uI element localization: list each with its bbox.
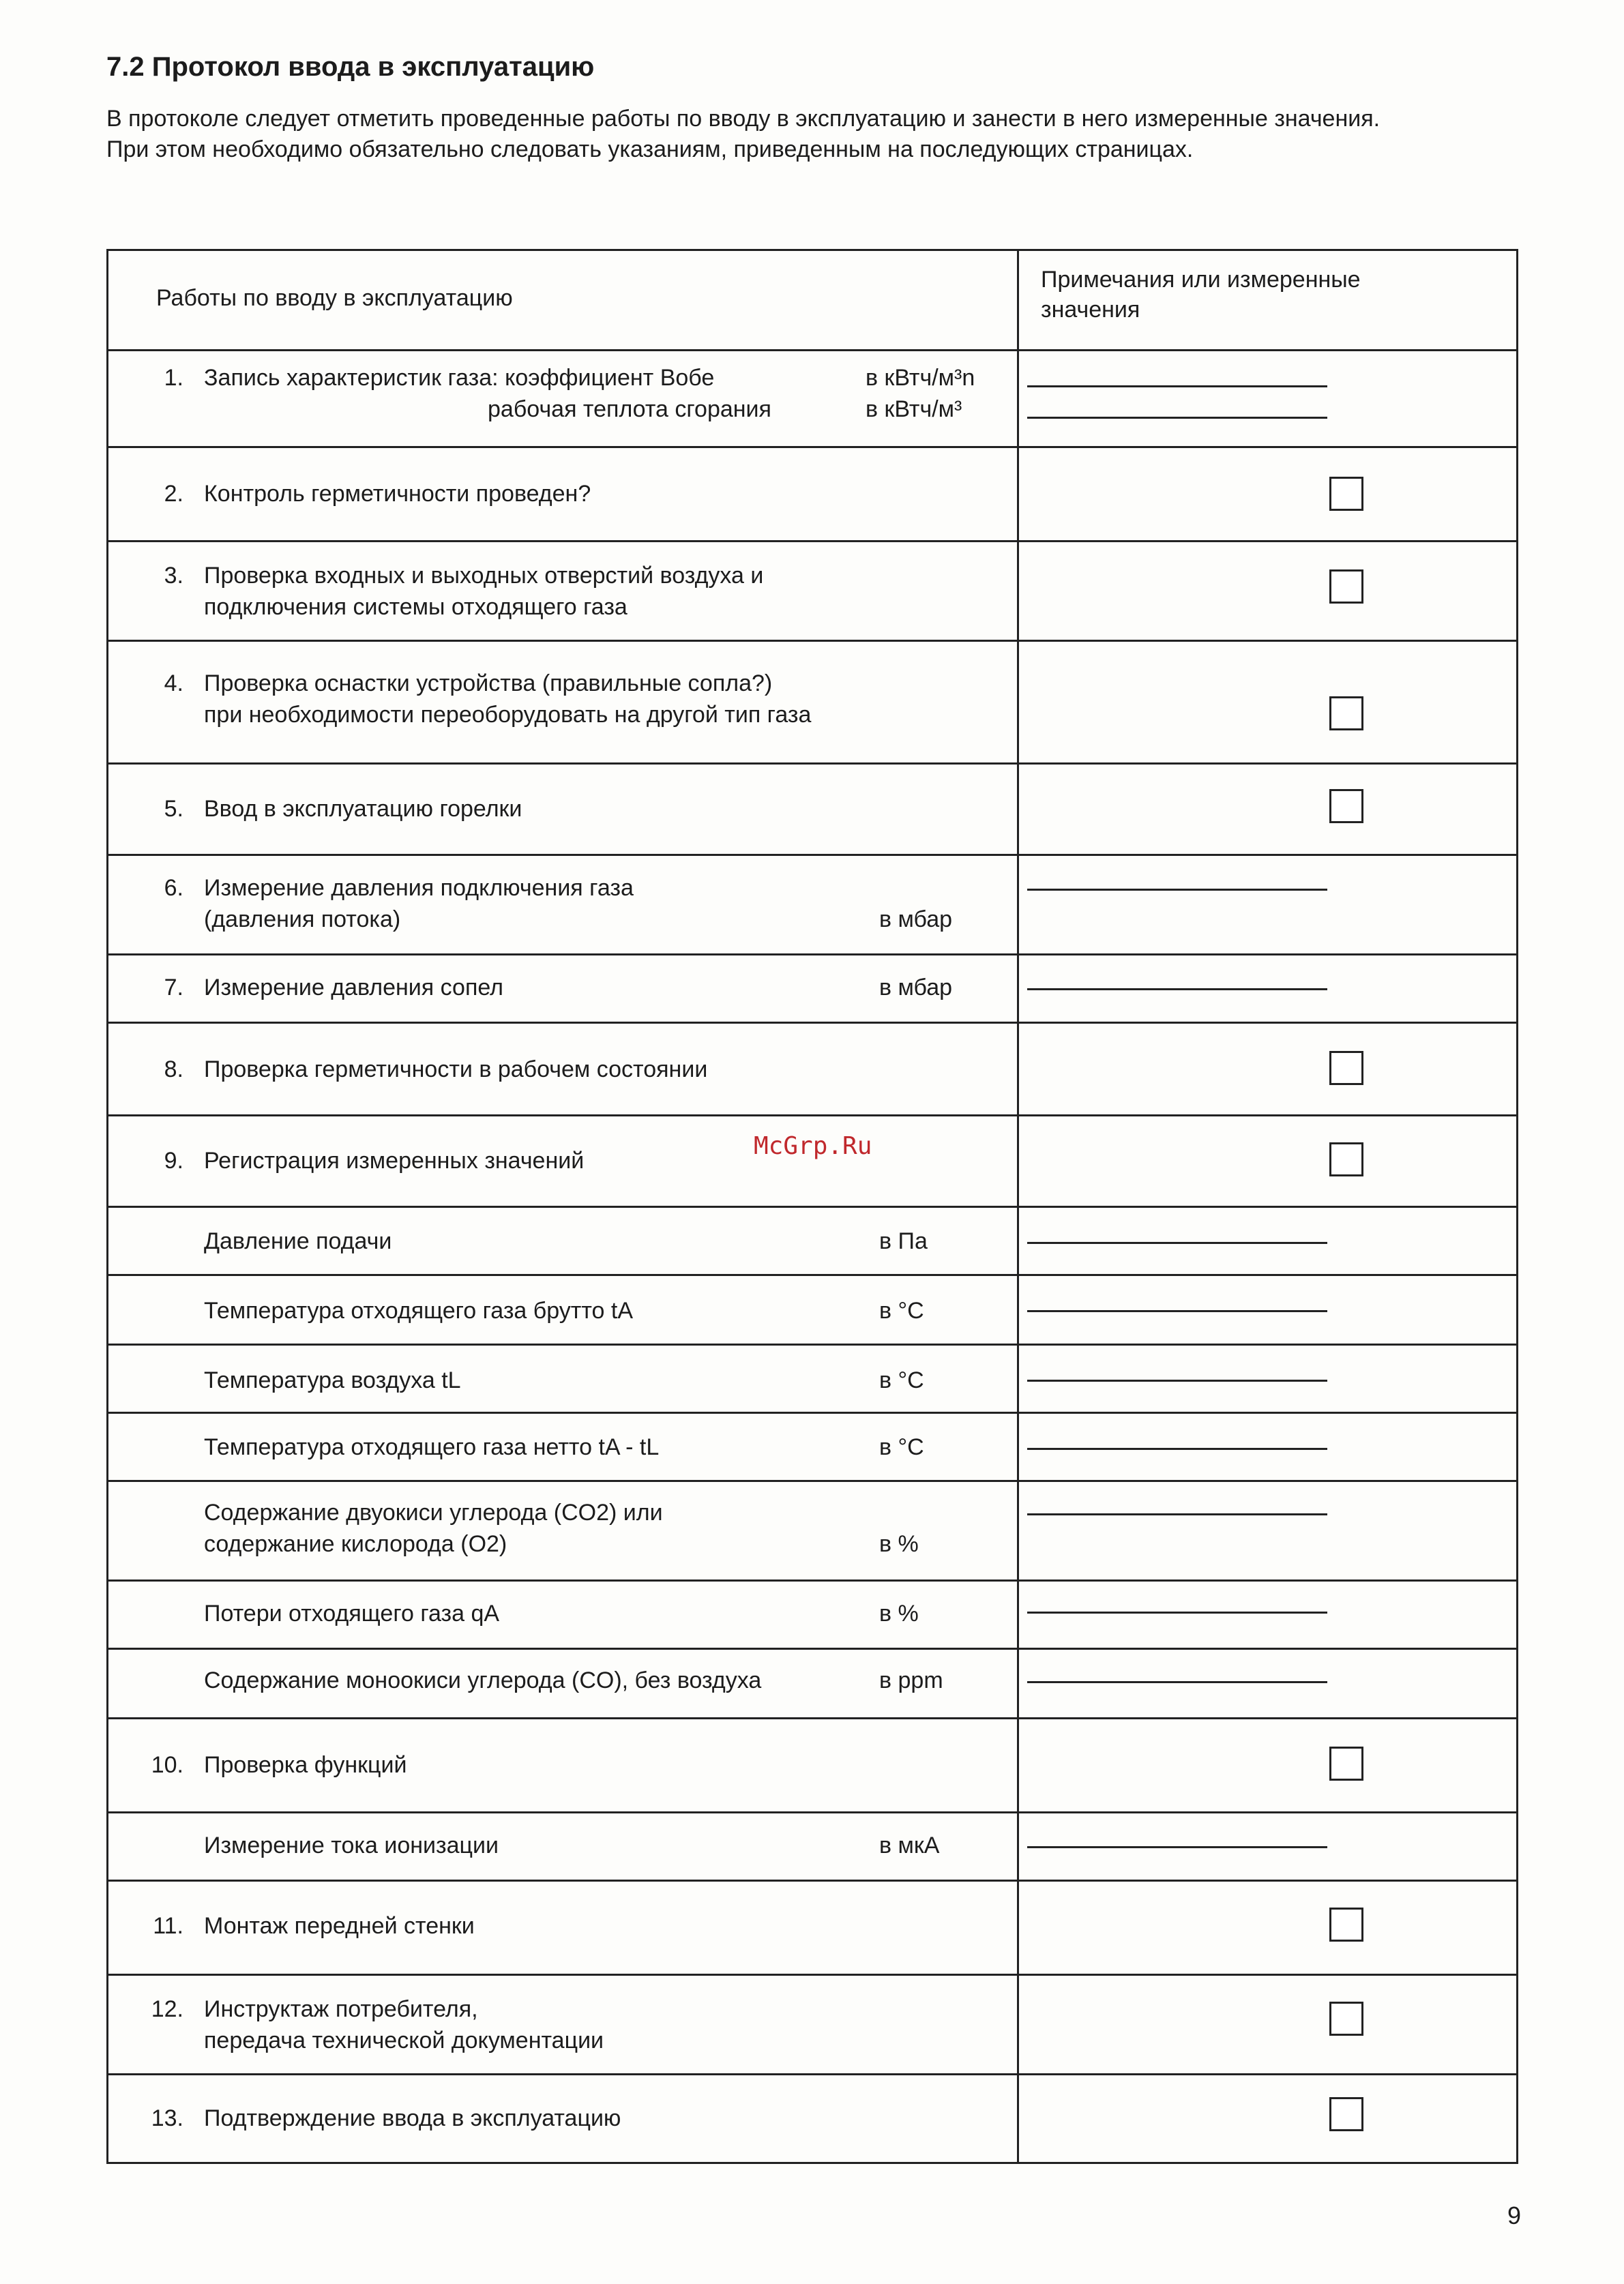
- table-row: [108, 1274, 1516, 1344]
- row-unit: в кВтч/м³: [866, 396, 962, 422]
- row-text: (давления потока): [204, 906, 401, 932]
- row-text: Температура воздуха tL: [204, 1367, 461, 1393]
- row-number: 8.: [164, 1056, 183, 1082]
- checkbox[interactable]: [1329, 696, 1363, 730]
- row-number: 3.: [164, 563, 183, 589]
- table-row: [108, 1717, 1516, 1811]
- row-text: Измерение давления подключения газа: [204, 875, 634, 901]
- row-number: 2.: [164, 481, 183, 507]
- row-unit: в мбар: [879, 975, 953, 1000]
- row-text: подключения системы отходящего газа: [204, 594, 628, 620]
- row-number: 6.: [164, 875, 183, 901]
- value-field[interactable]: [1027, 1448, 1327, 1450]
- row-number: 5.: [164, 796, 183, 822]
- table-row: [108, 1648, 1516, 1717]
- row-text: содержание кислорода (O2): [204, 1531, 507, 1557]
- checkbox[interactable]: [1329, 2097, 1363, 2131]
- row-text: Монтаж передней стенки: [204, 1913, 475, 1939]
- row-text: Давление подачи: [204, 1228, 392, 1254]
- intro-paragraph-2: При этом необходимо обязательно следовать указаниям, приведенным на последующих страницах.: [106, 136, 1194, 162]
- intro-paragraph-1: В протоколе следует отметить проведенные работы по вводу в эксплуатацию и занести в него измеренные значения.: [106, 106, 1381, 132]
- table-row: [108, 1974, 1516, 2073]
- row-text: Измерение давления сопел: [204, 975, 503, 1000]
- row-text: Измерение тока ионизации: [204, 1833, 499, 1858]
- value-field[interactable]: [1027, 385, 1327, 387]
- row-number: 10.: [151, 1752, 183, 1778]
- table-row: [108, 1022, 1516, 1114]
- row-text: рабочая теплота сгорания: [488, 396, 771, 422]
- table-row: [108, 1811, 1516, 1880]
- checkbox[interactable]: [1329, 1051, 1363, 1085]
- row-unit: в °C: [879, 1298, 924, 1324]
- table-row: [108, 349, 1516, 446]
- checkbox[interactable]: [1329, 2002, 1363, 2036]
- value-field[interactable]: [1027, 1310, 1327, 1312]
- table-row: [108, 1480, 1516, 1579]
- value-field[interactable]: [1027, 1681, 1327, 1683]
- row-number: 12.: [151, 1996, 183, 2022]
- table-row: [108, 953, 1516, 1022]
- row-text: Проверка оснастки устройства (правильные сопла?): [204, 670, 773, 696]
- value-field[interactable]: [1027, 988, 1327, 990]
- table-row: [108, 1344, 1516, 1412]
- table-row: [108, 854, 1516, 953]
- section-heading: 7.2 Протокол ввода в эксплуатацию: [106, 52, 595, 82]
- header-works: Работы по вводу в эксплуатацию: [156, 285, 513, 311]
- page-number: 9: [1507, 2201, 1522, 2229]
- row-text: Проверка функций: [204, 1752, 407, 1778]
- checkbox[interactable]: [1329, 1747, 1363, 1781]
- row-unit: в °C: [879, 1367, 924, 1393]
- row-unit: в мбар: [879, 906, 953, 932]
- checkbox[interactable]: [1329, 1908, 1363, 1942]
- table-row: [108, 1412, 1516, 1480]
- table-row: [108, 1880, 1516, 1974]
- row-text: Содержание моноокиси углерода (CO), без воздуха: [204, 1667, 762, 1693]
- row-number: 13.: [151, 2105, 183, 2131]
- row-text: Регистрация измеренных значений: [204, 1148, 585, 1174]
- checkbox[interactable]: [1329, 789, 1363, 823]
- row-number: 9.: [164, 1148, 183, 1174]
- row-unit: в %: [879, 1601, 919, 1627]
- table-row: [108, 1206, 1516, 1274]
- table-row: [108, 640, 1516, 762]
- row-text: Запись характеристик газа: коэффициент Вобе: [204, 365, 715, 391]
- row-unit: в ppm: [879, 1667, 943, 1693]
- row-unit: в мкА: [879, 1833, 940, 1858]
- header-notes: Примечания или измеренные значения: [1041, 267, 1361, 323]
- table-row: [108, 762, 1516, 854]
- value-field[interactable]: [1027, 1380, 1327, 1382]
- value-field[interactable]: [1027, 1242, 1327, 1244]
- row-text: Температура отходящего газа брутто tA: [204, 1298, 634, 1324]
- row-unit: в Па: [879, 1228, 928, 1254]
- row-number: 1.: [164, 365, 183, 391]
- row-text: Проверка входных и выходных отверстий воздуха и: [204, 563, 764, 589]
- row-text: при необходимости переоборудовать на другой тип газа: [204, 702, 812, 728]
- row-text: Контроль герметичности проведен?: [204, 481, 591, 507]
- table-row: [108, 2073, 1516, 2162]
- table-row: [108, 446, 1516, 540]
- row-text: Подтверждение ввода в эксплуатацию: [204, 2105, 621, 2131]
- table-row: [108, 540, 1516, 640]
- row-text: Содержание двуокиси углерода (CO2) или: [204, 1500, 663, 1526]
- row-unit: в °C: [879, 1434, 924, 1460]
- row-number: 7.: [164, 975, 183, 1000]
- checkbox[interactable]: [1329, 1142, 1363, 1176]
- value-field[interactable]: [1027, 1513, 1327, 1515]
- value-field[interactable]: [1027, 1612, 1327, 1614]
- intro-text: [106, 104, 1457, 165]
- checkbox[interactable]: [1329, 477, 1363, 511]
- watermark-text: McGrp.Ru: [754, 1132, 872, 1160]
- row-text: Проверка герметичности в рабочем состоянии: [204, 1056, 708, 1082]
- row-text: Инструктаж потребителя,: [204, 1996, 478, 2022]
- row-text: Температура отходящего газа нетто tA - tL: [204, 1434, 660, 1460]
- table-row: [108, 1579, 1516, 1648]
- checkbox[interactable]: [1329, 569, 1363, 604]
- row-text: Потери отходящего газа qA: [204, 1601, 500, 1627]
- row-text: Ввод в эксплуатацию горелки: [204, 796, 522, 822]
- row-number: 4.: [164, 670, 183, 696]
- value-field[interactable]: [1027, 1846, 1327, 1848]
- row-unit: в кВтч/м³n: [866, 365, 975, 391]
- value-field[interactable]: [1027, 889, 1327, 891]
- table-row: [108, 1114, 1516, 1206]
- commissioning-protocol-table: [106, 249, 1518, 2164]
- row-text: передача технической документации: [204, 2028, 604, 2053]
- row-unit: в %: [879, 1531, 919, 1557]
- table-header-row: [108, 251, 1516, 349]
- row-number: 11.: [153, 1913, 183, 1939]
- value-field[interactable]: [1027, 417, 1327, 419]
